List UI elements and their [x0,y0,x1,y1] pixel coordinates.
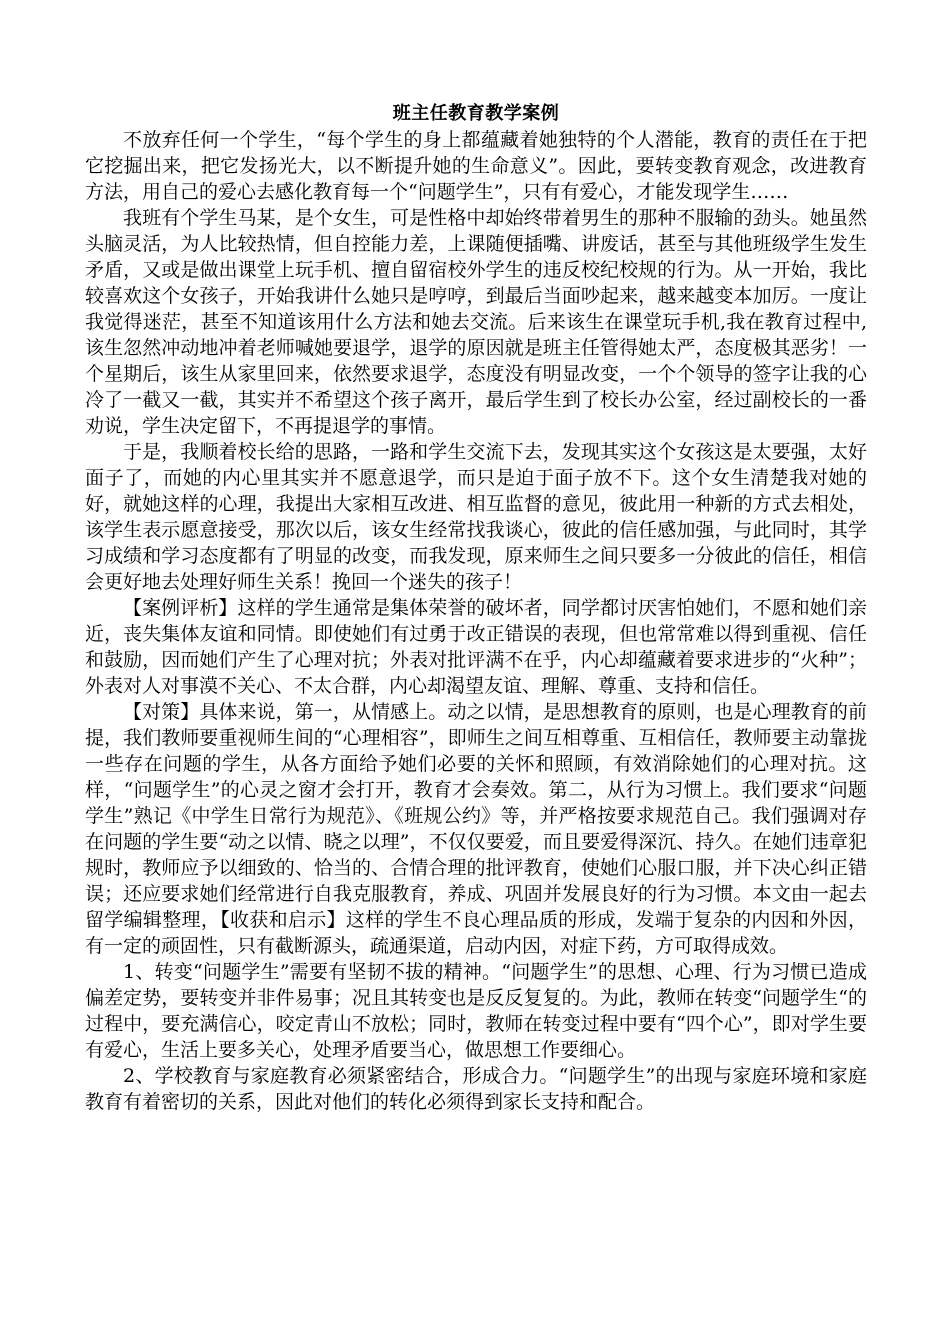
paragraph-strategy: 【对策】具体来说，第一，从情感上。动之以情，是思想教育的原则，也是心理教育的前提，我们教师要重视师生间的“心理相容”，即师生之间互相尊重、互相信任，教师要主动靠拢一些存在问题的学生，从各方面给予她们必要的关怀和照顾，有效消除她们的心理对抗。这样，“问题学生”的心灵之窗才会打开，教育才会奏效。第二，从行为习惯上。我们要求“问题学生”熟记《中学生日常行为规范》、《班规公约》等，并严格按要求规范自己。我们强调对存在问题的学生要“动之以情、晓之以理”，不仅仅要爱，而且要爱得深沉、持久。在她们违章犯规时，教师应予以细致的、恰当的、合情合理的批评教育，使她们心服口服，并下决心纠正错误；还应要求她们经常进行自我克服教育，养成、巩固并发展良好的行为习惯。本文由一起去留学编辑整理，【收获和启示】这样的学生不良心理品质的形成，发端于复杂的内因和外因，有一定的顽固性，只有截断源头，疏通渠道，启动内因，对症下药，方可取得成效。 [85,701,867,957]
paragraph-point-1: 1、转变“问题学生”需要有坚韧不拔的精神。“问题学生”的思想、心理、行为习惯已造成偏差定势，要转变并非件易事；况且其转变也是反反复复的。为此，教师在转变“问题学生“的过程中，要充满信心，咬定青山不放松；同时，教师在转变过程中要有“四个心”，即对学生要有爱心，生活上要多关心，处理矛盾要当心，做思想工作要细心。 [85,961,867,1061]
paragraph-case-analysis: 【案例评析】这样的学生通常是集体荣誉的破坏者，同学都讨厌害怕她们，不愿和她们亲近，丧失集体友谊和同情。即使她们有过勇于改正错误的表现，但也常常难以得到重视、信任和鼓励，因而她们产生了心理对抗；外表对批评满不在乎，内心却蕴藏着要求进步的“火种”；外表对人对事漠不关心、不太合群，内心却渴望友谊、理解、尊重、支持和信任。 [85,597,867,697]
paragraph-intro: 不放弃任何一个学生，“每个学生的身上都蕴藏着她独特的个人潜能，教育的责任在于把它挖掘出来，把它发扬光大，以不断提升她的生命意义”。因此，要转变教育观念，改进教育方法，用自己的爱心去感化教育每一个“问题学生”，只有有爱心，才能发现学生…… [85,129,867,203]
document-title: 班主任教育教学案例 [392,103,560,124]
paragraph-communication: 于是，我顺着校长给的思路，一路和学生交流下去，发现其实这个女孩这是太要强，太好面子了，而她的内心里其实并不愿意退学，而只是迫于面子放不下。这个女生清楚我对她的好，就她这样的心理，我提出大家相互改进、相互监督的意见，彼此用一种新的方式去相处，该学生表示愿意接受，那次以后，该女生经常找我谈心，彼此的信任感加强，与此同时，其学习成绩和学习态度都有了明显的改变，而我发现，原来师生之间只要多一分彼此的信任，相信会更好地去处理好师生关系！挽回一个迷失的孩子！ [85,441,867,593]
paragraph-point-2: 2、学校教育与家庭教育必须紧密结合，形成合力。“问题学生”的出现与家庭环境和家庭教育有着密切的关系，因此对他们的转化必须得到家长支持和配合。 [85,1065,867,1113]
paragraph-case: 我班有个学生马某，是个女生，可是性格中却始终带着男生的那种不服输的劲头。她虽然头脑灵活，为人比较热情，但自控能力差，上课随便插嘴、讲废话，甚至与其他班级学生发生矛盾，又或是做出课堂上玩手机、擅自留宿校外学生的违反校纪校规的行为。从一开始，我比较喜欢这个女孩子，开始我讲什么她只是哼哼，到最后当面吵起来，越来越变本加厉。一度让我觉得迷茫，甚至不知道该用什么方法和她去交流。后来该生在课堂玩手机,我在教育过程中,该生忽然冲动地冲着老师喊她要退学，退学的原因就是班主任管得她太严，态度极其恶劣！一个星期后，该生从家里回来，依然要求退学，态度没有明显改变，一个个领导的签字让我的心冷了一截又一截，其实并不希望这个孩子离开，最后学生到了校长办公室，经过副校长的一番劝说，学生决定留下，不再提退学的事情。 [85,207,867,437]
document-page [85,103,867,1115]
